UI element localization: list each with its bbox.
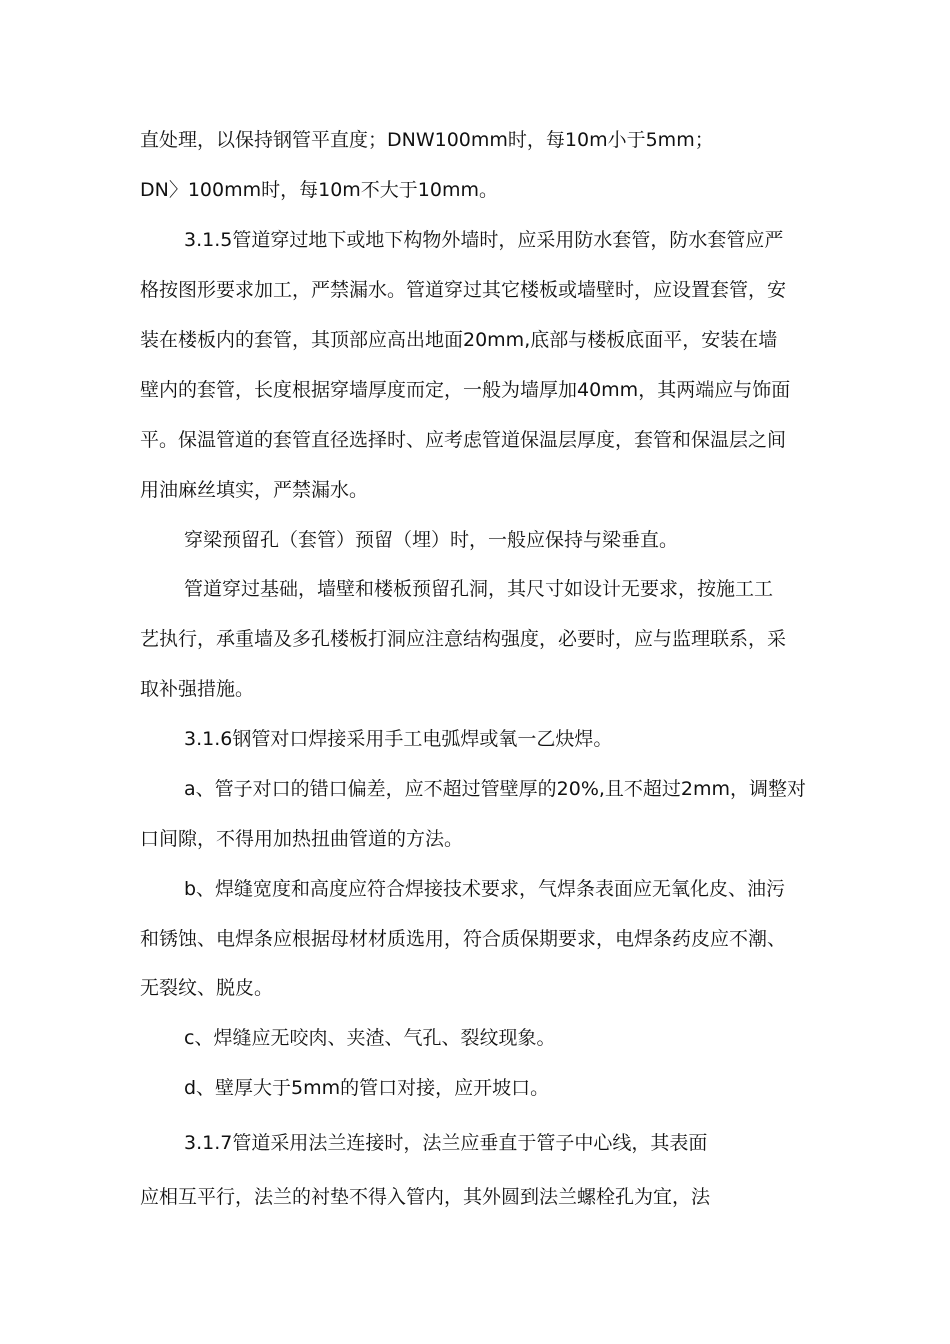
text-line: 艺执行，承重墙及多孔楼板打洞应注意结构强度，必要时，应与监理联系，采 <box>140 628 787 650</box>
text-line: 无裂纹、脱皮。 <box>140 977 274 999</box>
text-line: c、焊缝应无咬肉、夹渣、气孔、裂纹现象。 <box>184 1027 556 1049</box>
text-line: 壁内的套管，长度根据穿墙厚度而定，一般为墙厚加40mm，其两端应与饰面 <box>140 379 791 401</box>
text-line: 用油麻丝填实，严禁漏水。 <box>140 479 369 501</box>
text-line: 口间隙，不得用加热扭曲管道的方法。 <box>140 828 464 850</box>
text-line: 取补强措施。 <box>140 678 255 700</box>
text-line: 应相互平行，法兰的衬垫不得入管内，其外圆到法兰螺栓孔为宜，法 <box>140 1186 711 1208</box>
text-line: d、壁厚大于5mm的管口对接，应开坡口。 <box>184 1077 550 1099</box>
text-line: 3.1.5管道穿过地下或地下构物外墙时，应采用防水套管，防水套管应严 <box>184 229 784 251</box>
text-line: 3.1.7管道采用法兰连接时，法兰应垂直于管子中心线，其表面 <box>184 1132 708 1154</box>
text-line: 平。保温管道的套管直径选择时、应考虑管道保温层厚度，套管和保温层之间 <box>140 429 787 451</box>
text-line: a、管子对口的错口偏差，应不超过管壁厚的20%,且不超过2mm，调整对 <box>184 778 807 800</box>
text-line: 3.1.6钢管对口焊接采用手工电弧焊或氧一乙炔焊。 <box>184 728 613 750</box>
text-line: DN〉100mm时，每10m不大于10mm。 <box>140 179 499 201</box>
text-line: b、焊缝宽度和高度应符合焊接技术要求，气焊条表面应无氧化皮、油污 <box>184 878 786 900</box>
text-line: 管道穿过基础，墙壁和楼板预留孔洞，其尺寸如设计无要求，按施工工 <box>184 578 774 600</box>
text-line: 穿梁预留孔（套管）预留（埋）时，一般应保持与梁垂直。 <box>184 529 679 551</box>
text-line: 和锈蚀、电焊条应根据母材材质选用，符合质保期要求，电焊条药皮应不潮、 <box>140 928 787 950</box>
text-line: 装在楼板内的套管，其顶部应高出地面20mm,底部与楼板底面平，安装在墙 <box>140 329 778 351</box>
text-line: 直处理，以保持钢管平直度；DNW100mm时，每10m小于5mm； <box>140 129 714 151</box>
text-line: 格按图形要求加工，严禁漏水。管道穿过其它楼板或墙壁时，应设置套管，安 <box>140 279 787 301</box>
